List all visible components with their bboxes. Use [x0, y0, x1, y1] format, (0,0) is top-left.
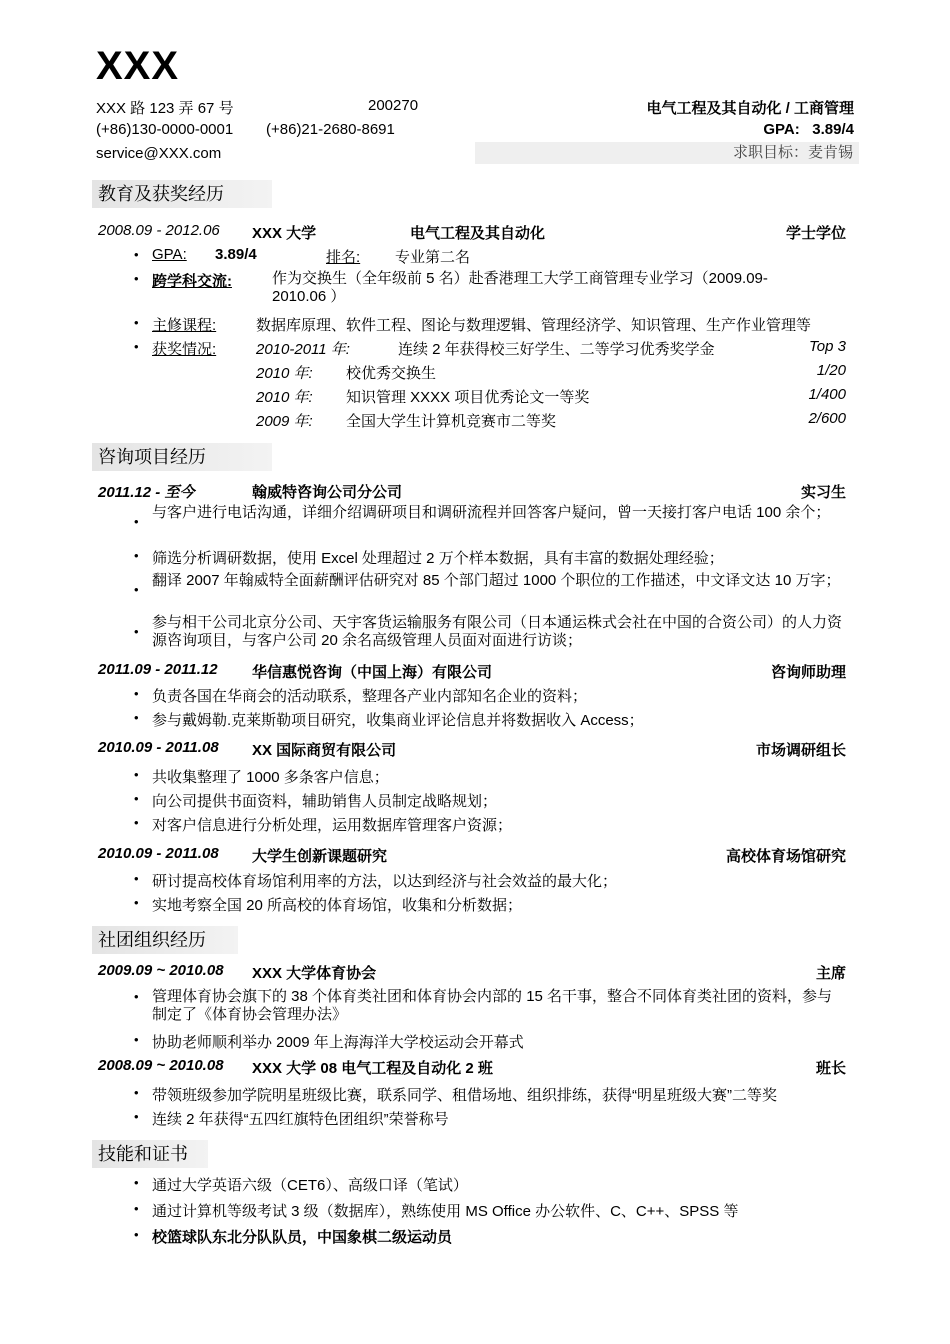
job-item: 负责各国在华商会的活动联系，整理各产业内部知名企业的资料； [152, 688, 588, 705]
job-period: 2011.12 - 至今 [98, 484, 195, 501]
section-consulting-title: 咨询项目经历 [92, 443, 272, 471]
job-role: 高校体育场馆研究 [725, 848, 846, 865]
job-period: 2010.09 - 2011.08 [98, 845, 219, 862]
bullet-icon: • [134, 1201, 139, 1216]
bullet-icon: • [134, 514, 139, 529]
bullet-icon: • [134, 548, 139, 563]
award-year: 2010-2011 年: [256, 341, 350, 358]
edu-gpa-label: GPA: [152, 246, 187, 263]
header-gpa-label: GPA: [763, 121, 800, 138]
bullet-icon: • [134, 1109, 139, 1124]
edu-courses-text: 数据库原理、软件工程、图论与数理逻辑、管理经济学、知识管理、生产作业管理等 [256, 317, 812, 334]
job-item: 实地考察全国 20 所高校的体育场馆，收集和分析数据； [152, 897, 523, 914]
award-year: 2010 年: [256, 389, 313, 406]
award-rank: 1/20 [816, 362, 846, 379]
job-item: 对客户信息进行分析处理，运用数据库管理客户资源； [152, 817, 513, 834]
bullet-icon: • [134, 247, 139, 262]
bullet-icon: • [134, 339, 139, 354]
bullet-icon: • [134, 767, 139, 782]
job-role: 实习生 [800, 484, 846, 501]
club-org: XXX 大学体育协会 [252, 965, 377, 982]
mobile-phone: (+86)130-0000-0001 [96, 121, 234, 138]
club-item: 带领班级参加学院明星班级比赛，联系同学、租借场地、组织排练，获得“明星班级大赛”二等奖 [152, 1087, 777, 1104]
edu-major: 电气工程及其自动化 [410, 225, 546, 242]
bullet-icon: • [134, 1227, 139, 1242]
bullet-icon: • [134, 624, 139, 639]
bullet-icon: • [134, 1175, 139, 1190]
email: service@XXX.com [96, 145, 222, 162]
award-year: 2009 年: [256, 413, 313, 430]
bullet-icon: • [134, 710, 139, 725]
bullet-icon: • [134, 895, 139, 910]
job-role: 市场调研组长 [755, 742, 846, 759]
job-item: 向公司提供书面资料，辅助销售人员制定战略规划； [152, 793, 498, 810]
job-item: 筛选分析调研数据，使用 Excel 处理超过 2 万个样本数据，具有丰富的数据处理经验； [152, 550, 724, 567]
section-education-title: 教育及获奖经历 [92, 180, 272, 208]
bullet-icon: • [134, 1085, 139, 1100]
job-item: 共收集整理了 1000 多条客户信息； [152, 769, 389, 786]
job-item: 翻译 2007 年翰威特全面薪酬评估研究对 85 个部门超过 1000 个职位的工作描述，中文译文达 10 万字； [152, 572, 841, 589]
header-gpa [763, 121, 854, 138]
resume-name: XXX [96, 44, 180, 88]
award-text: 知识管理 XXXX 项目优秀论文一等奖 [346, 389, 590, 406]
club-period: 2008.09 ~ 2010.08 [98, 1057, 224, 1074]
club-item: 连续 2 年获得“五四红旗特色团组织”荣誉称号 [152, 1111, 449, 1128]
edu-exchange-label: 跨学科交流: [152, 273, 232, 290]
edu-period: 2008.09 - 2012.06 [98, 222, 220, 239]
club-item: 协助老师顺利举办 2009 年上海海洋大学校运动会开幕式 [152, 1034, 524, 1051]
bullet-icon: • [134, 989, 139, 1004]
club-period: 2009.09 ~ 2010.08 [98, 962, 224, 979]
job-item: 与客户进行电话沟通，详细介绍调研项目和调研流程并回答客户疑问，曾一天接打客户电话 100 余个； [152, 504, 831, 521]
award-year: 2010 年: [256, 365, 313, 382]
bullet-icon: • [134, 315, 139, 330]
club-role: 班长 [815, 1060, 846, 1077]
job-objective: 求职目标：麦肯锡 [475, 142, 859, 164]
header-major: 电气工程及其自动化 / 工商管理 [646, 100, 854, 117]
bullet-icon: • [134, 871, 139, 886]
job-org: 华信惠悦咨询（中国上海）有限公司 [252, 664, 493, 681]
section-skills-title: 技能和证书 [92, 1140, 208, 1168]
award-rank: Top 3 [809, 338, 846, 355]
bullet-icon: • [134, 582, 139, 597]
edu-school: XXX 大学 [252, 225, 317, 242]
section-clubs-title: 社团组织经历 [92, 926, 238, 954]
job-org: 大学生创新课题研究 [252, 848, 388, 865]
bullet-icon: • [134, 791, 139, 806]
edu-rank-label: 排名: [326, 249, 361, 266]
job-period: 2010.09 - 2011.08 [98, 739, 219, 756]
skill-item: 通过大学英语六级（CET6）、高级口译（笔试） [152, 1177, 468, 1194]
edu-degree: 学士学位 [785, 225, 846, 242]
job-period: 2011.09 - 2011.12 [98, 661, 218, 678]
award-text: 连续 2 年获得校三好学生、二等学习优秀奖学金 [398, 341, 715, 358]
skill-item: 校篮球队东北分队队员，中国象棋二级运动员 [152, 1229, 453, 1246]
award-rank: 2/600 [808, 410, 846, 427]
job-item: 研讨提高校体育场馆利用率的方法，以达到经济与社会效益的最大化； [152, 873, 618, 890]
club-item: 管理体育协会旗下的 38 个体育类社团和体育协会内部的 15 名干事，整合不同体育类社团的资料，参与制定了《体育协会管理办法》 [152, 988, 833, 1023]
header-gpa-value: 3.89/4 [812, 121, 854, 138]
award-rank: 1/400 [808, 386, 846, 403]
bullet-icon: • [134, 686, 139, 701]
club-role: 主席 [815, 965, 846, 982]
bullet-icon: • [134, 271, 139, 286]
club-org: XXX 大学 08 电气工程及自动化 2 班 [252, 1060, 493, 1077]
job-role: 咨询师助理 [770, 664, 846, 681]
award-text: 全国大学生计算机竞赛市二等奖 [346, 413, 557, 430]
edu-gpa-value: 3.89/4 [215, 246, 257, 263]
bullet-icon: • [134, 815, 139, 830]
home-phone: (+86)21-2680-8691 [266, 121, 395, 138]
edu-rank-value: 专业第二名 [395, 249, 471, 266]
job-item: 参与相干公司北京分公司、天宇客货运输服务有限公司（日本通运株式会社在中国的合资公司）的人力资源咨询项目，与客户公司 20 余名高级管理人员面对面进行访谈； [152, 614, 843, 649]
award-text: 校优秀交换生 [346, 365, 437, 382]
job-org: XX 国际商贸有限公司 [252, 742, 397, 759]
edu-awards-label: 获奖情况: [152, 341, 217, 358]
skill-item: 通过计算机等级考试 3 级（数据库），熟练使用 MS Office 办公软件、C、C++、SPSS 等 [152, 1203, 739, 1220]
edu-courses-label: 主修课程: [152, 317, 217, 334]
address: XXX 路 123 弄 67 号 [96, 100, 234, 117]
bullet-icon: • [134, 1032, 139, 1047]
zip-code: 200270 [368, 97, 419, 114]
job-org: 翰威特咨询公司分公司 [252, 484, 403, 501]
edu-exchange-text: 作为交换生（全年级前 5 名）赴香港理工大学工商管理专业学习（2009.09-2010.06 ） [272, 270, 768, 305]
job-item: 参与戴姆勒.克莱斯勒项目研究，收集商业评论信息并将数据收入 Access； [152, 712, 644, 729]
